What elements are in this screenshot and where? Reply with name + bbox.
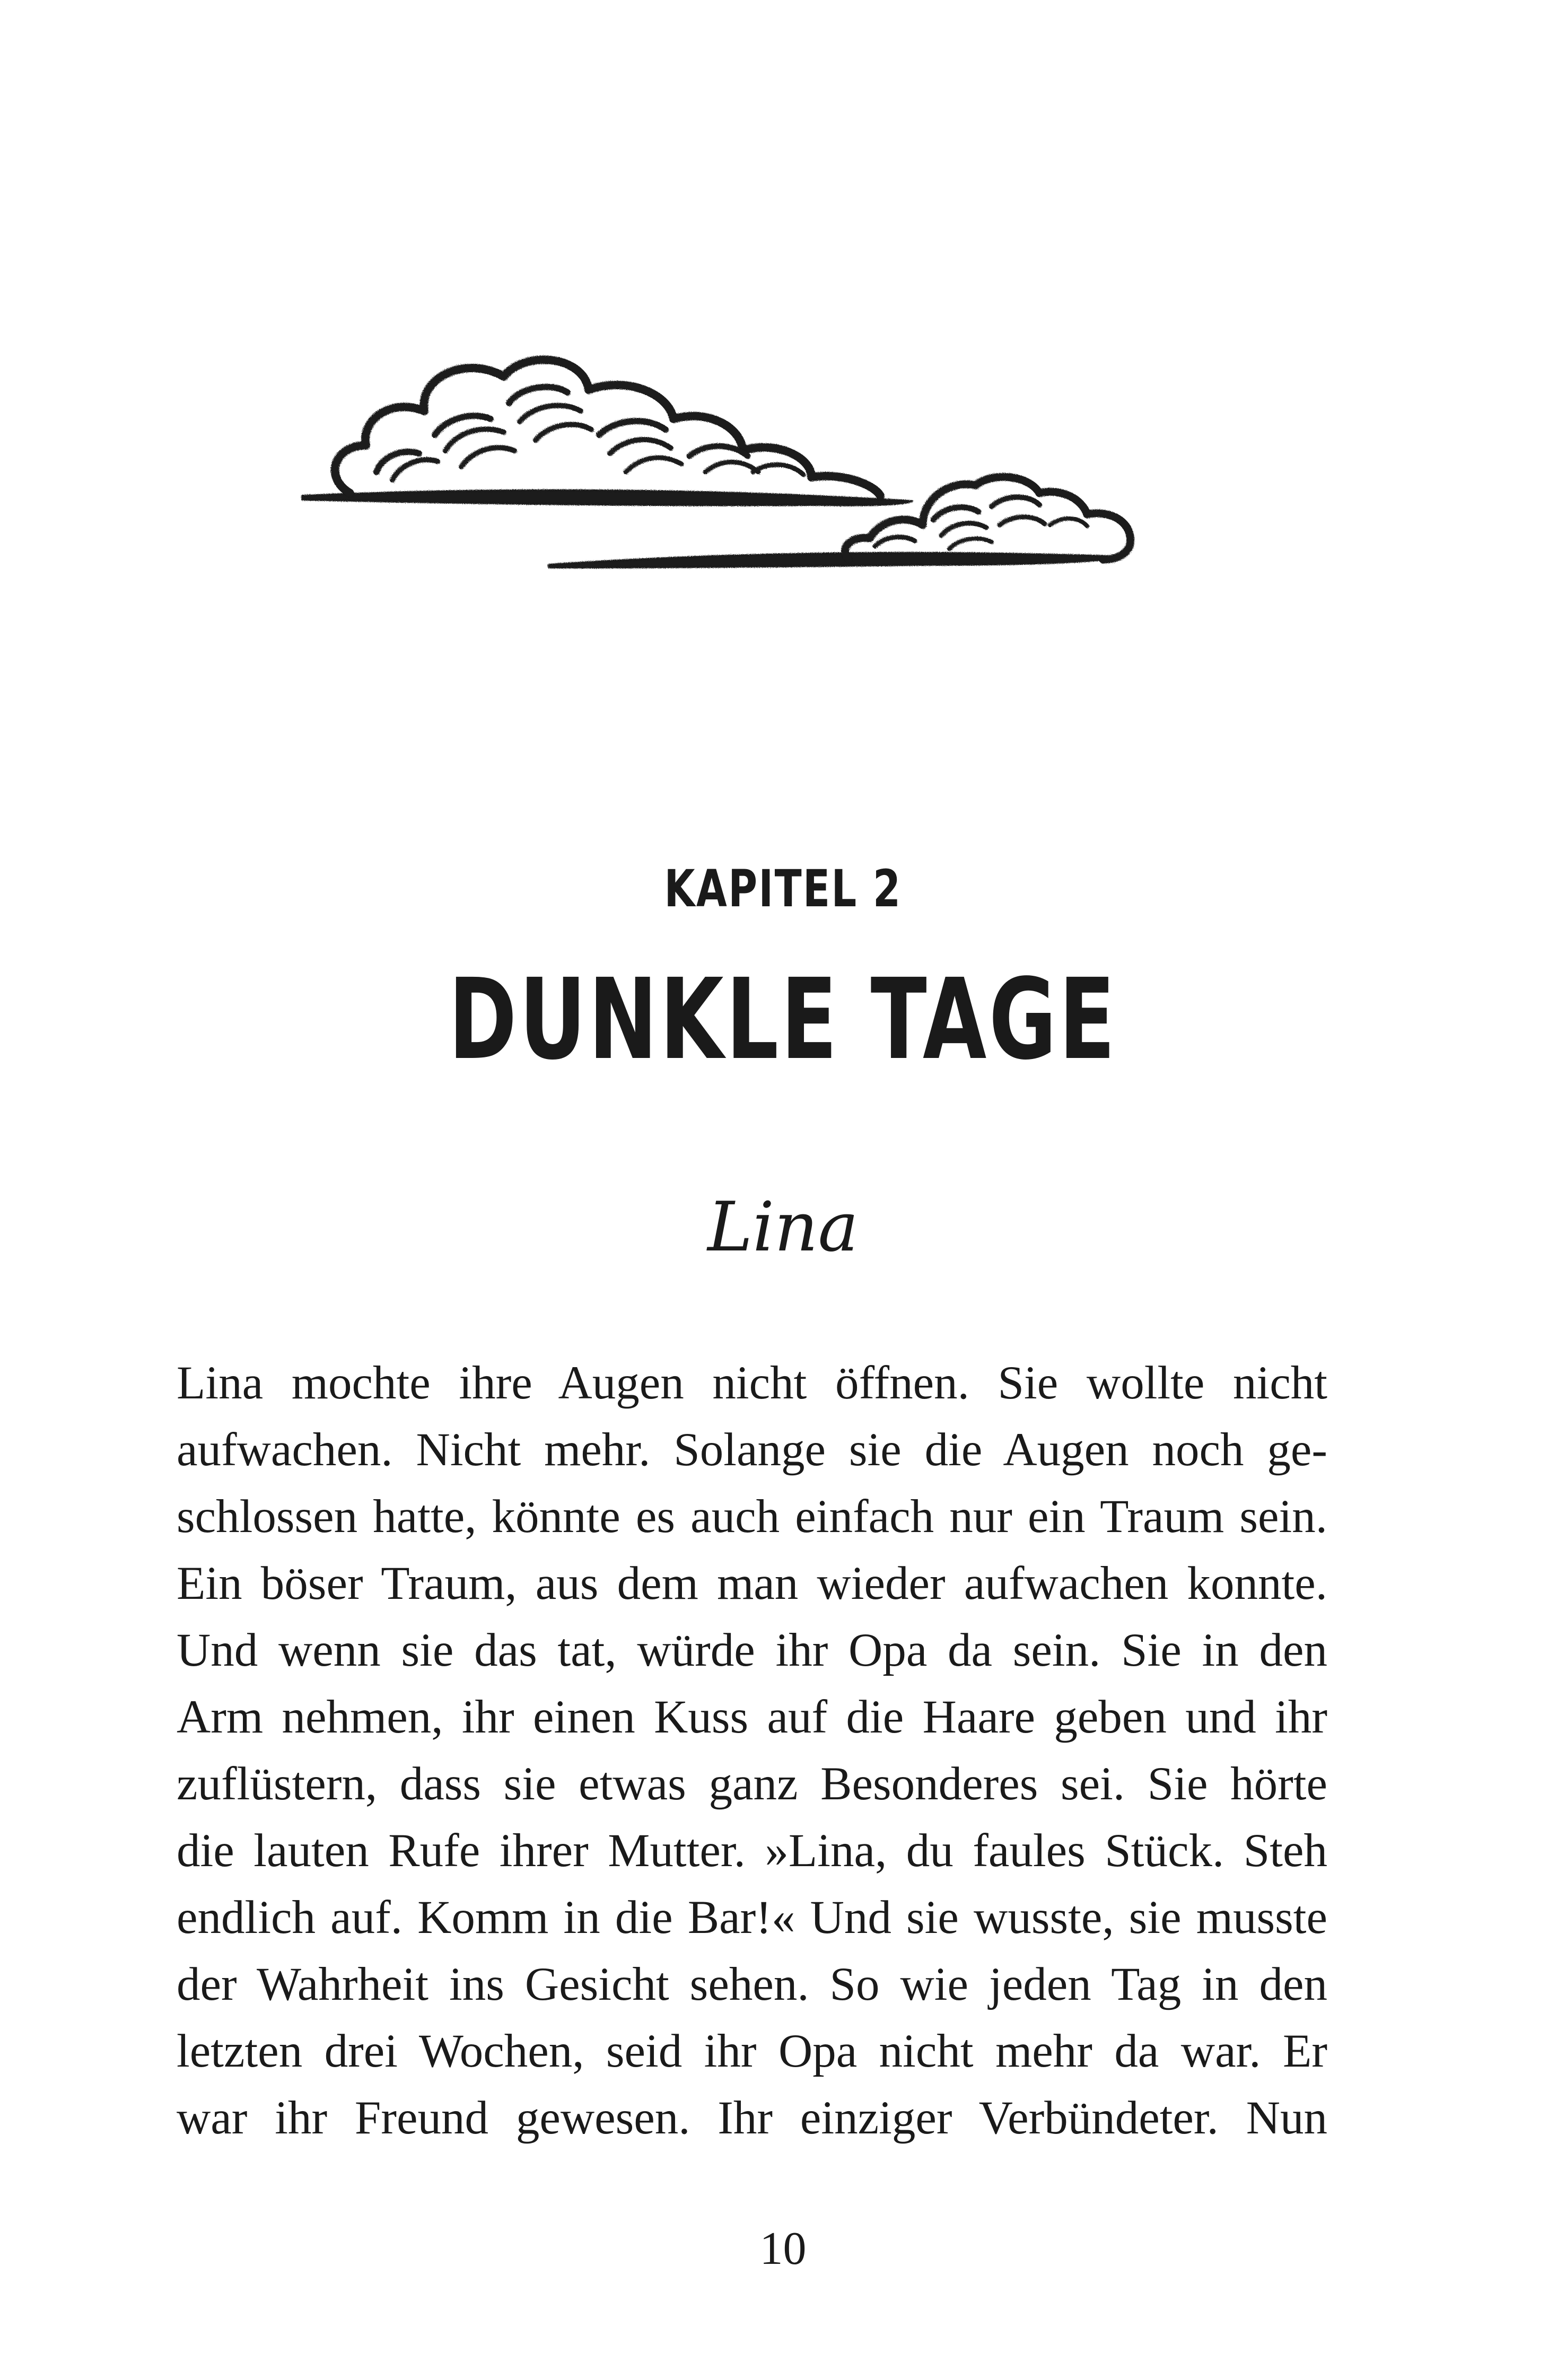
body-line: aufwachen. Nicht mehr. Solange sie die Augen noch ge-	[177, 1424, 1327, 1476]
body-line: zuflüstern, dass sie etwas ganz Besonderes sei. Sie hörte	[177, 1758, 1327, 1810]
body-line: schlossen hatte, könnte es auch einfach nur ein Traum sein.	[177, 1491, 1327, 1543]
chapter-label: KAPITEL 2	[664, 859, 902, 918]
body-line: Und wenn sie das tat, würde ihr Opa da sein. Sie in den	[177, 1624, 1327, 1676]
chapter-title: DUNKLE TAGE	[448, 955, 1118, 1084]
body-line: letzten drei Wochen, seid ihr Opa nicht mehr da war. Er	[177, 2025, 1327, 2077]
body-line: Lina mochte ihre Augen nicht öffnen. Sie wollte nicht	[177, 1357, 1327, 1409]
body-line: Arm nehmen, ihr einen Kuss auf die Haare geben und ihr	[177, 1691, 1327, 1743]
body-line: die lauten Rufe ihrer Mutter. »Lina, du faules Stück. Steh	[177, 1825, 1327, 1877]
body-line: der Wahrheit ins Gesicht sehen. So wie jeden Tag in den	[177, 1958, 1327, 2010]
section-heading: Lina	[707, 1188, 859, 1267]
body-line: war ihr Freund gewesen. Ihr einziger Verbündeter. Nun	[177, 2092, 1327, 2144]
body-line: endlich auf. Komm in die Bar!« Und sie wusste, sie musste	[177, 1892, 1327, 1944]
body-line: Ein böser Traum, aus dem man wieder aufwachen konnte.	[177, 1558, 1327, 1609]
clouds-icon	[286, 297, 1198, 615]
page-number: 10	[759, 2223, 807, 2274]
body-paragraph	[177, 1350, 1327, 2151]
